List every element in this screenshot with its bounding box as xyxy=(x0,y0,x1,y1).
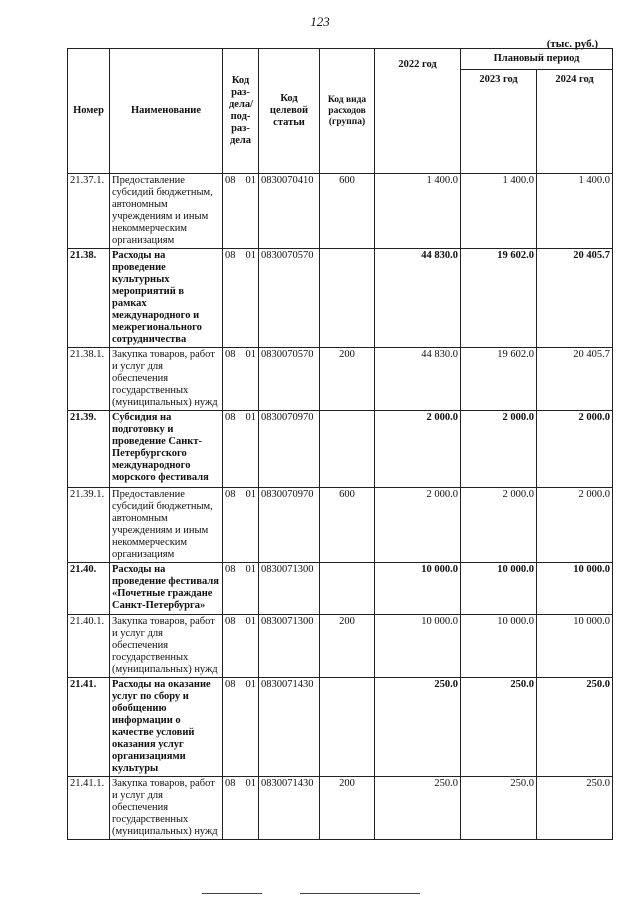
row-amount-2023: 10 000.0 xyxy=(461,563,537,615)
row-number: 21.40. xyxy=(68,563,110,615)
row-amount-2022: 2 000.0 xyxy=(375,488,461,563)
row-razdel: 08 xyxy=(223,488,241,563)
header-name: Наименование xyxy=(110,49,223,174)
row-amount-2023: 10 000.0 xyxy=(461,615,537,678)
table-row xyxy=(68,615,613,678)
row-target-code: 0830071430 xyxy=(259,678,320,777)
row-amount-2023: 2 000.0 xyxy=(461,488,537,563)
row-number: 21.40.1. xyxy=(68,615,110,678)
row-amount-2023: 1 400.0 xyxy=(461,174,537,249)
row-target-code: 0830071300 xyxy=(259,615,320,678)
row-amount-2023: 250.0 xyxy=(461,678,537,777)
row-exptype-code: 200 xyxy=(320,615,375,678)
row-name: Субсидия на подготовку и проведение Санкт-Петербургского международного морского фестиваля xyxy=(110,411,223,488)
row-amount-2022: 250.0 xyxy=(375,678,461,777)
row-name: Расходы на проведение фестиваля «Почетные граждане Санкт-Петербурга» xyxy=(110,563,223,615)
header-exptype: Код вида расходов (группа) xyxy=(320,49,375,174)
table-row xyxy=(68,488,613,563)
row-exptype-code: 600 xyxy=(320,174,375,249)
row-name: Расходы на оказание услуг по сбору и обобщению информации о качестве условий оказания услуг организациями культуры xyxy=(110,678,223,777)
header-number: Номер xyxy=(68,49,110,174)
row-number: 21.39.1. xyxy=(68,488,110,563)
table-row xyxy=(68,678,613,777)
table-row xyxy=(68,348,613,411)
row-amount-2024: 2 000.0 xyxy=(537,488,613,563)
row-podrazdel: 01 xyxy=(241,249,259,348)
row-name: Закупка товаров, работ и услуг для обеспечения государственных (муниципальных) нужд xyxy=(110,777,223,840)
row-exptype-code: 200 xyxy=(320,348,375,411)
row-razdel: 08 xyxy=(223,411,241,488)
row-name: Закупка товаров, работ и услуг для обеспечения государственных (муниципальных) нужд xyxy=(110,348,223,411)
header-2022: 2022 год xyxy=(375,49,461,174)
row-name: Расходы на проведение культурных мероприятий в рамках международного и межрегионального сотрудничества xyxy=(110,249,223,348)
row-amount-2024: 2 000.0 xyxy=(537,411,613,488)
row-razdel: 08 xyxy=(223,678,241,777)
row-podrazdel: 01 xyxy=(241,777,259,840)
row-razdel: 08 xyxy=(223,615,241,678)
signature-line xyxy=(300,893,420,894)
row-podrazdel: 01 xyxy=(241,678,259,777)
row-amount-2023: 19 602.0 xyxy=(461,249,537,348)
row-podrazdel: 01 xyxy=(241,615,259,678)
table-header xyxy=(68,49,613,174)
signature-line xyxy=(202,893,262,894)
row-razdel: 08 xyxy=(223,563,241,615)
row-amount-2024: 10 000.0 xyxy=(537,615,613,678)
row-target-code: 0830071430 xyxy=(259,777,320,840)
header-2024: 2024 год xyxy=(537,70,613,174)
row-target-code: 0830070570 xyxy=(259,348,320,411)
row-podrazdel: 01 xyxy=(241,348,259,411)
row-name: Закупка товаров, работ и услуг для обеспечения государственных (муниципальных) нужд xyxy=(110,615,223,678)
row-number: 21.37.1. xyxy=(68,174,110,249)
row-number: 21.38. xyxy=(68,249,110,348)
row-name: Предоставление субсидий бюджетным, автономным учреждениям и иным некоммерческим организациям xyxy=(110,488,223,563)
table-body xyxy=(68,174,613,840)
row-number: 21.41. xyxy=(68,678,110,777)
header-planned: Плановый период xyxy=(461,49,613,70)
row-name: Предоставление субсидий бюджетным, автономным учреждениям и иным некоммерческим организациям xyxy=(110,174,223,249)
table-row xyxy=(68,777,613,840)
row-target-code: 0830071300 xyxy=(259,563,320,615)
row-number: 21.38.1. xyxy=(68,348,110,411)
row-amount-2022: 2 000.0 xyxy=(375,411,461,488)
row-razdel: 08 xyxy=(223,249,241,348)
row-podrazdel: 01 xyxy=(241,174,259,249)
row-exptype-code: 200 xyxy=(320,777,375,840)
row-exptype-code xyxy=(320,411,375,488)
row-amount-2023: 19 602.0 xyxy=(461,348,537,411)
row-razdel: 08 xyxy=(223,174,241,249)
row-amount-2023: 2 000.0 xyxy=(461,411,537,488)
row-exptype-code xyxy=(320,678,375,777)
row-target-code: 0830070970 xyxy=(259,411,320,488)
row-amount-2022: 44 830.0 xyxy=(375,249,461,348)
row-amount-2022: 10 000.0 xyxy=(375,563,461,615)
row-podrazdel: 01 xyxy=(241,563,259,615)
header-target: Код целевой статьи xyxy=(259,49,320,174)
row-razdel: 08 xyxy=(223,777,241,840)
row-exptype-code xyxy=(320,249,375,348)
row-amount-2024: 250.0 xyxy=(537,777,613,840)
row-razdel: 08 xyxy=(223,348,241,411)
row-amount-2024: 250.0 xyxy=(537,678,613,777)
row-amount-2022: 1 400.0 xyxy=(375,174,461,249)
row-exptype-code xyxy=(320,563,375,615)
row-target-code: 0830070970 xyxy=(259,488,320,563)
row-amount-2022: 250.0 xyxy=(375,777,461,840)
row-amount-2024: 10 000.0 xyxy=(537,563,613,615)
row-amount-2022: 10 000.0 xyxy=(375,615,461,678)
units-label: (тыс. руб.) xyxy=(546,38,598,50)
row-amount-2024: 20 405.7 xyxy=(537,249,613,348)
table-row xyxy=(68,411,613,488)
row-amount-2024: 1 400.0 xyxy=(537,174,613,249)
budget-table xyxy=(67,48,613,840)
row-podrazdel: 01 xyxy=(241,411,259,488)
row-amount-2022: 44 830.0 xyxy=(375,348,461,411)
row-exptype-code: 600 xyxy=(320,488,375,563)
row-podrazdel: 01 xyxy=(241,488,259,563)
row-number: 21.39. xyxy=(68,411,110,488)
table-row xyxy=(68,563,613,615)
header-section: Код раз-дела/ под-раз-дела xyxy=(223,49,259,174)
row-target-code: 0830070570 xyxy=(259,249,320,348)
table-row xyxy=(68,174,613,249)
row-amount-2024: 20 405.7 xyxy=(537,348,613,411)
row-amount-2023: 250.0 xyxy=(461,777,537,840)
page-number: 123 xyxy=(310,14,330,29)
row-number: 21.41.1. xyxy=(68,777,110,840)
row-target-code: 0830070410 xyxy=(259,174,320,249)
header-2023: 2023 год xyxy=(461,70,537,174)
table-row xyxy=(68,249,613,348)
